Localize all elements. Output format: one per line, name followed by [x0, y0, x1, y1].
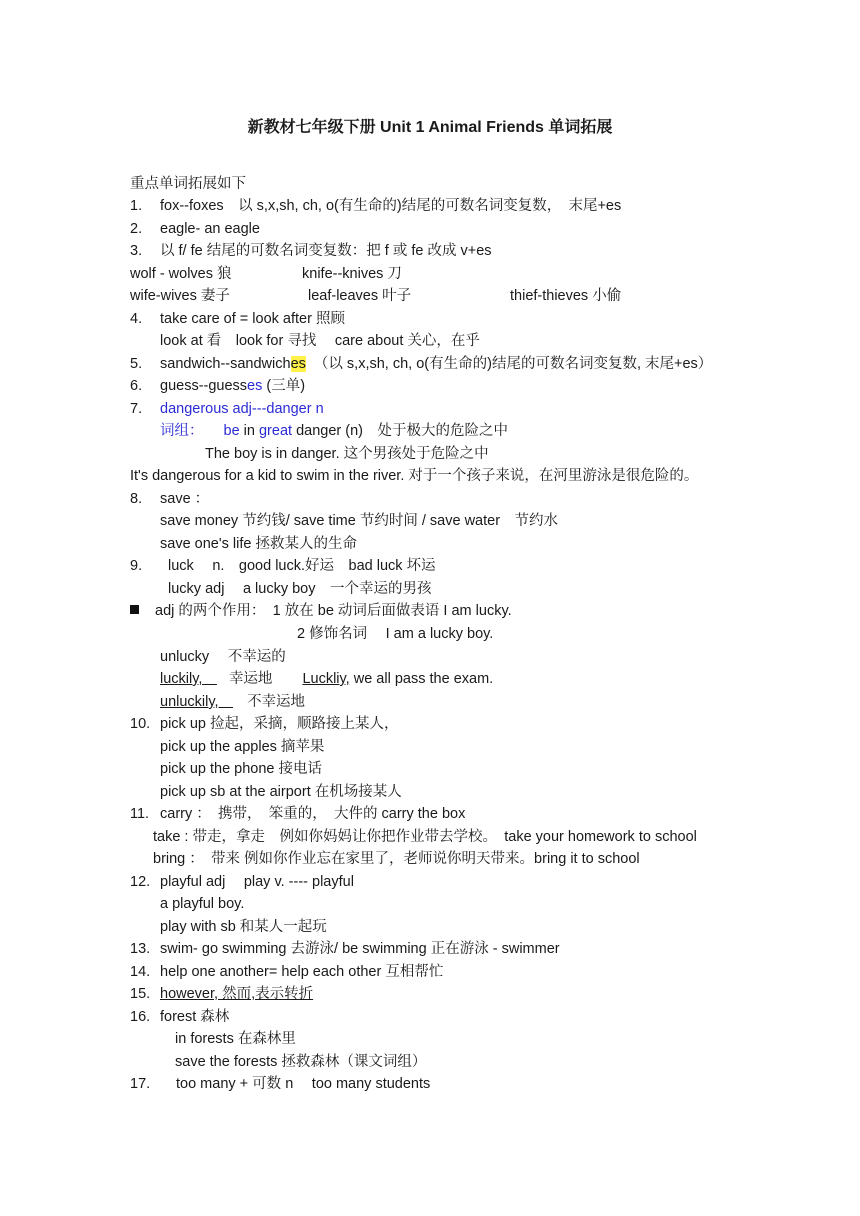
phrase-in: in — [239, 423, 259, 439]
phrase-be: be — [223, 423, 240, 439]
item-10-sub-1: pick up the apples 摘苹果 — [160, 739, 325, 755]
item-8-sub-1: save money 节约钱/ save time 节约时间 / save water 节约水 — [160, 513, 559, 529]
item-number: 10. — [130, 716, 151, 732]
item-text: swim- go swimming 去游泳/ be swimming 正在游泳 - swimmer — [160, 941, 560, 957]
item-number: 6. — [130, 378, 143, 394]
item-7-example: The boy is in danger. 这个男孩处于危险之中 — [205, 446, 489, 462]
unluckily-word: unluckily, — [160, 694, 234, 710]
item-10-sub-3: pick up sb at the airport 在机场接某人 — [160, 784, 402, 800]
item-7-phrase — [160, 422, 508, 440]
item-text: fox--foxes 以 s,x,sh, ch, o(有生命的)结尾的可数名词变复数， 末尾+es — [160, 198, 622, 214]
item-text: too many + 可数 n too many students — [176, 1076, 431, 1092]
highlighted-suffix: es — [290, 356, 306, 372]
item-text: help one another= help each other 互相帮忙 — [160, 964, 444, 980]
word: sandwich--sandwich — [160, 356, 291, 372]
intro-line: 重点单词拓展如下 — [130, 176, 246, 192]
item-17 — [130, 1075, 431, 1093]
unluckily-line — [160, 693, 305, 711]
item-number: 7. — [130, 401, 143, 417]
unlucky-line: unlucky 不幸运的 — [160, 649, 286, 665]
adj-second: 2 修饰名词 I am a lucky boy. — [297, 626, 494, 642]
item-number: 14. — [130, 964, 151, 980]
square-bullet-icon — [130, 605, 139, 614]
wolf-line: wolf - wolves 狼 — [130, 266, 232, 282]
item-text — [160, 377, 305, 395]
item-number: 16. — [130, 1009, 151, 1025]
item-text: save ： — [160, 491, 210, 507]
luckily-word: luckily, — [160, 671, 217, 687]
item-8-sub-2: save one's life 拯救某人的生命 — [160, 536, 357, 552]
item-number: 2. — [130, 221, 143, 237]
item-15 — [130, 985, 314, 1003]
item-number: 17. — [130, 1076, 151, 1092]
item-11-take: take : 带走，拿走 例如你妈妈让你把作业带去学校。 take your homework to school — [153, 829, 697, 845]
item-11 — [130, 805, 466, 823]
item-1 — [130, 197, 622, 215]
item-4-sub: look at 看 look for 寻找 care about 关心，在乎 — [160, 333, 480, 349]
blue-suffix: es — [247, 378, 263, 394]
wife-line: wife-wives 妻子 — [130, 288, 230, 304]
item-number: 8. — [130, 491, 143, 507]
thief-line: thief-thieves 小偷 — [510, 288, 622, 304]
item-12-sub-1: a playful boy. — [160, 896, 245, 912]
item-12-sub-2: play with sb 和某人一起玩 — [160, 919, 327, 935]
knife-line: knife--knives 刀 — [302, 266, 402, 282]
item-14 — [130, 963, 444, 981]
luckily-line — [160, 670, 493, 688]
item-9-sub: lucky adj a lucky boy 一个幸运的男孩 — [168, 581, 432, 597]
item-number: 1. — [130, 198, 143, 214]
item-7 — [130, 400, 324, 418]
adj-bullet — [130, 602, 512, 620]
item-16-sub-1: in forests 在森林里 — [175, 1031, 296, 1047]
item-number: 12. — [130, 874, 151, 890]
item-text: 以 f/ fe 结尾的可数名词变复数：把 f 或 fe 改成 v+es — [160, 243, 492, 259]
item-text: eagle- an eagle — [160, 221, 260, 237]
word: guess--guess — [160, 378, 248, 394]
item-6 — [130, 377, 306, 395]
item-number: 5. — [130, 356, 143, 372]
item-11-bring: bring ： 带来 例如你作业忘在家里了，老师说你明天带来。bring it to school — [153, 851, 640, 867]
item-number: 3. — [130, 243, 143, 259]
bullet-text: adj 的两个作用： 1 放在 be 动词后面做表语 I am lucky. — [155, 603, 512, 619]
item-text — [160, 355, 712, 373]
item-4 — [130, 310, 345, 328]
luckily-meaning: 幸运地 — [228, 671, 273, 687]
item-9 — [130, 557, 436, 575]
luckliy-sentence: we all pass the exam. — [349, 671, 494, 687]
leaf-line: leaf-leaves 叶子 — [308, 288, 412, 304]
item-number: 11. — [130, 806, 150, 822]
item-10 — [130, 715, 399, 733]
note: (三单) — [262, 378, 306, 394]
item-5 — [130, 355, 713, 373]
luckliy-word: Luckliy, — [302, 671, 350, 687]
item-text: playful adj play v. ---- playful — [160, 874, 354, 890]
item-text: luck n. good luck.好运 bad luck 坏运 — [168, 558, 436, 574]
item-12 — [130, 873, 354, 891]
doc-title: 新教材七年级下册 Unit 1 Animal Friends 单词拓展 — [247, 119, 613, 136]
note: （以 s,x,sh, ch, o(有生命的)结尾的可数名词变复数, 末尾+es） — [313, 356, 713, 372]
item-7-sentence: It's dangerous for a kid to swim in the river. 对于一个孩子来说，在河里游泳是很危险的。 — [130, 468, 699, 484]
item-16-sub-2: save the forests 拯救森林（课文词组） — [175, 1054, 427, 1070]
item-text: carry ： 携带， 笨重的， 大件的 carry the box — [160, 806, 466, 822]
item-16 — [130, 1008, 230, 1026]
item-8 — [130, 490, 210, 508]
item-text: however, 然而,表示转折 — [160, 986, 314, 1002]
item-10-sub-2: pick up the phone 接电话 — [160, 761, 323, 777]
item-text: take care of = look after 照顾 — [160, 311, 345, 327]
phrase-rest: danger (n) 处于极大的危险之中 — [292, 423, 508, 439]
item-text: pick up 捡起，采摘，顺路接上某人， — [160, 716, 399, 732]
item-2 — [130, 220, 260, 238]
item-number: 4. — [130, 311, 143, 327]
item-number: 9. — [130, 558, 143, 574]
phrase-great: great — [258, 423, 293, 439]
item-number: 15. — [130, 986, 151, 1002]
item-13 — [130, 940, 560, 958]
item-number: 13. — [130, 941, 151, 957]
item-3 — [130, 242, 492, 260]
unluckily-meaning: 不幸运地 — [247, 694, 306, 710]
phrase-label: 词组： — [160, 423, 204, 439]
item-text: forest 森林 — [160, 1009, 230, 1025]
item-text: dangerous adj---danger n — [160, 401, 324, 417]
